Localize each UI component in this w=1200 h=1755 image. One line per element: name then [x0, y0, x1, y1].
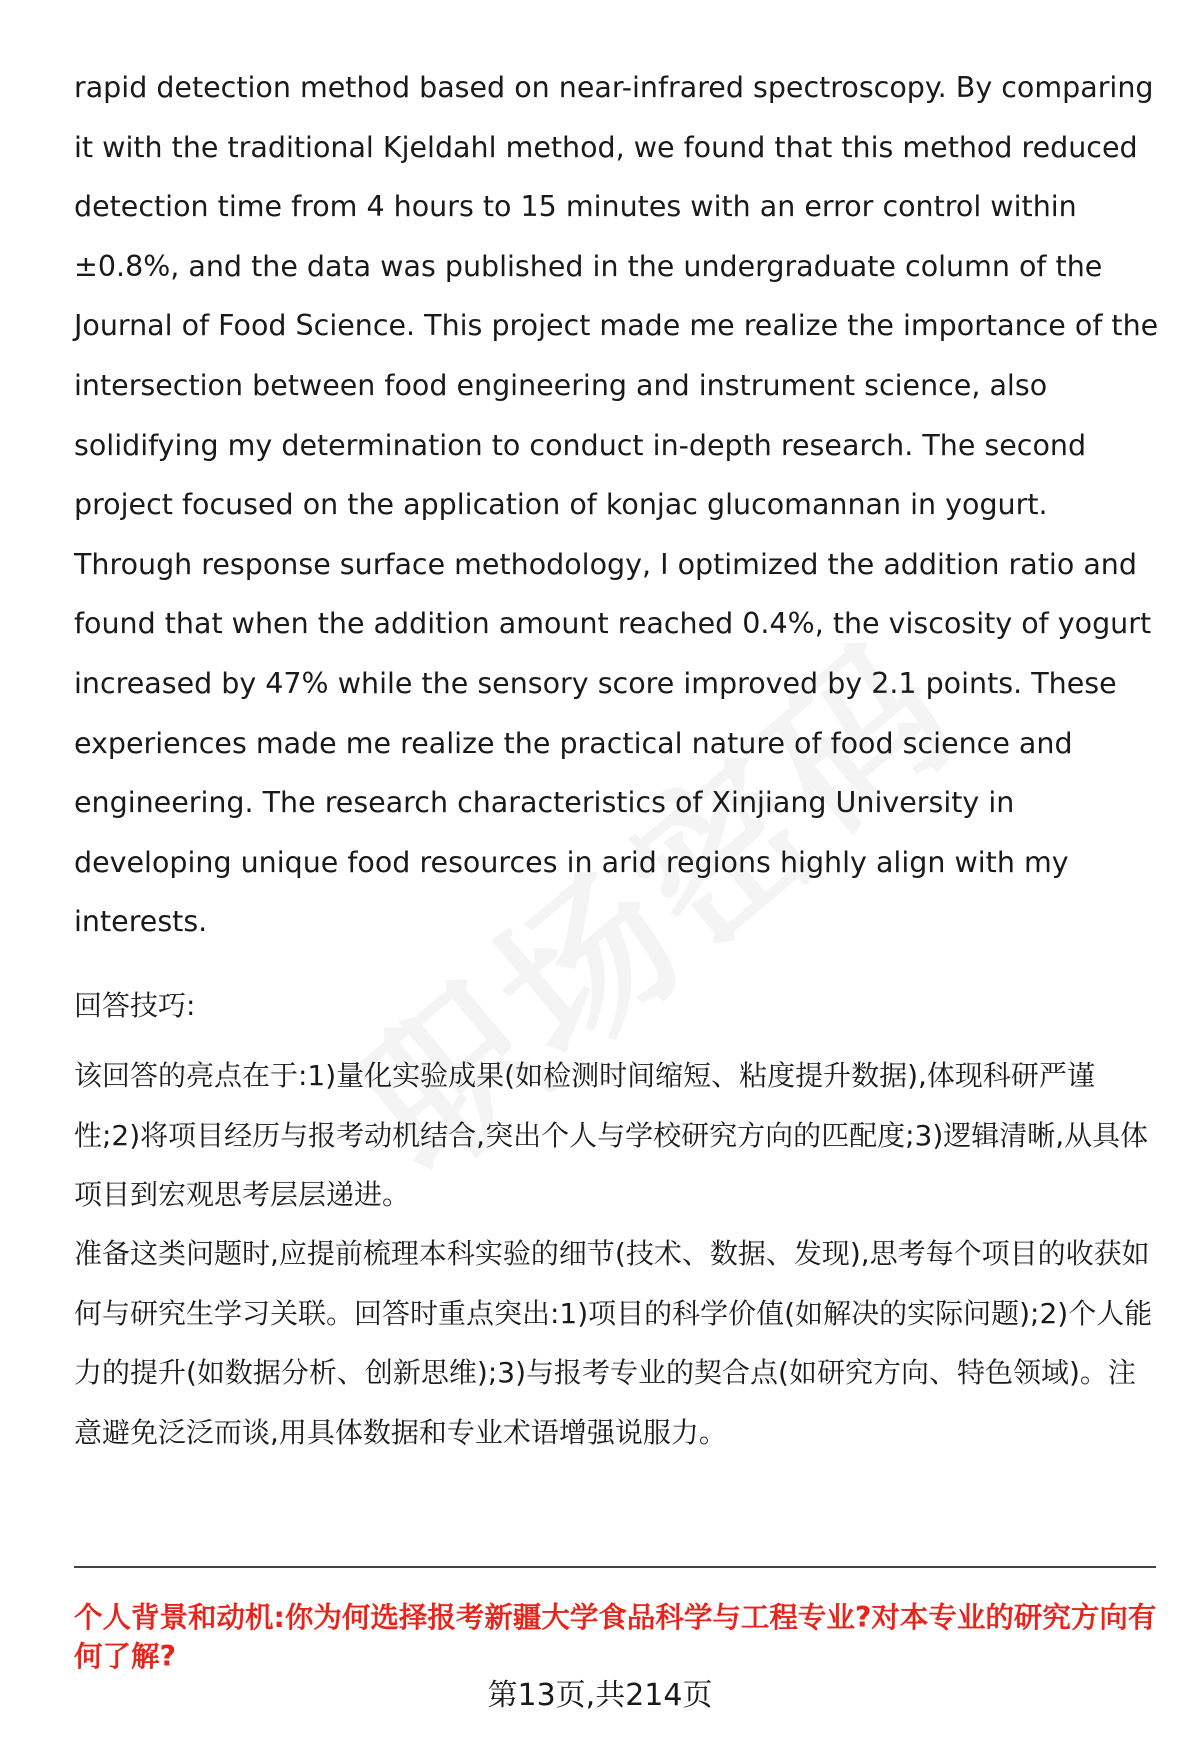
tips-paragraph-2: 准备这类问题时,应提前梳理本科实验的细节(技术、数据、发现),思考每个项目的收获如何与研究生学习关联。回答时重点突出:1)项目的科学价值(如解决的实际问题);2)个人能力的提升(如数据分析、创新思维);3)与报考专业的契合点(如研究方向、特色领域)。注意避免泛泛而谈,用具体数据和专业术语增强说服力。 — [74, 1237, 1153, 1449]
page-number: 第13页,共214页 — [487, 1678, 713, 1713]
answer-paragraph: rapid detection method based on near-infrared spectroscopy. By comparing it with the traditional Kjeldahl method, we found that this method reduced detection time from 4 hours to 15 minutes with an error control within ±0.8%, and the data was published in the undergraduate column of the Journal of Food Science. This project made me realize the importance of the intersection between food engineering and instrument science, also solidifying my determination to conduct in-depth research. The second project focused on the application of konjac glucomannan in yogurt. Through response surface methodology, I optimized the addition ratio and found that when the addition amount reached 0.4%, the viscosity of yogurt increased by 47% while the sensory score improved by 2.1 points. These experiences made me realize the practical nature of food science and engineering. The research characteristics of Xinjiang University in developing unique food resources in arid regions highly align with my interests. — [74, 71, 1159, 939]
tips-paragraph-1: 该回答的亮点在于:1)量化实验成果(如检测时间缩短、粘度提升数据),体现科研严谨性;2)将项目经历与报考动机结合,突出个人与学校研究方向的匹配度;3)逻辑清晰,从具体项目到宏观思考层层递进。 — [74, 1059, 1149, 1211]
tips-heading: 回答技巧: — [74, 989, 196, 1022]
next-question-heading: 个人背景和动机:你为何选择报考新疆大学食品科学与工程专业?对本专业的研究方向有何了解? — [74, 1601, 1157, 1673]
section-divider — [74, 1566, 1156, 1568]
